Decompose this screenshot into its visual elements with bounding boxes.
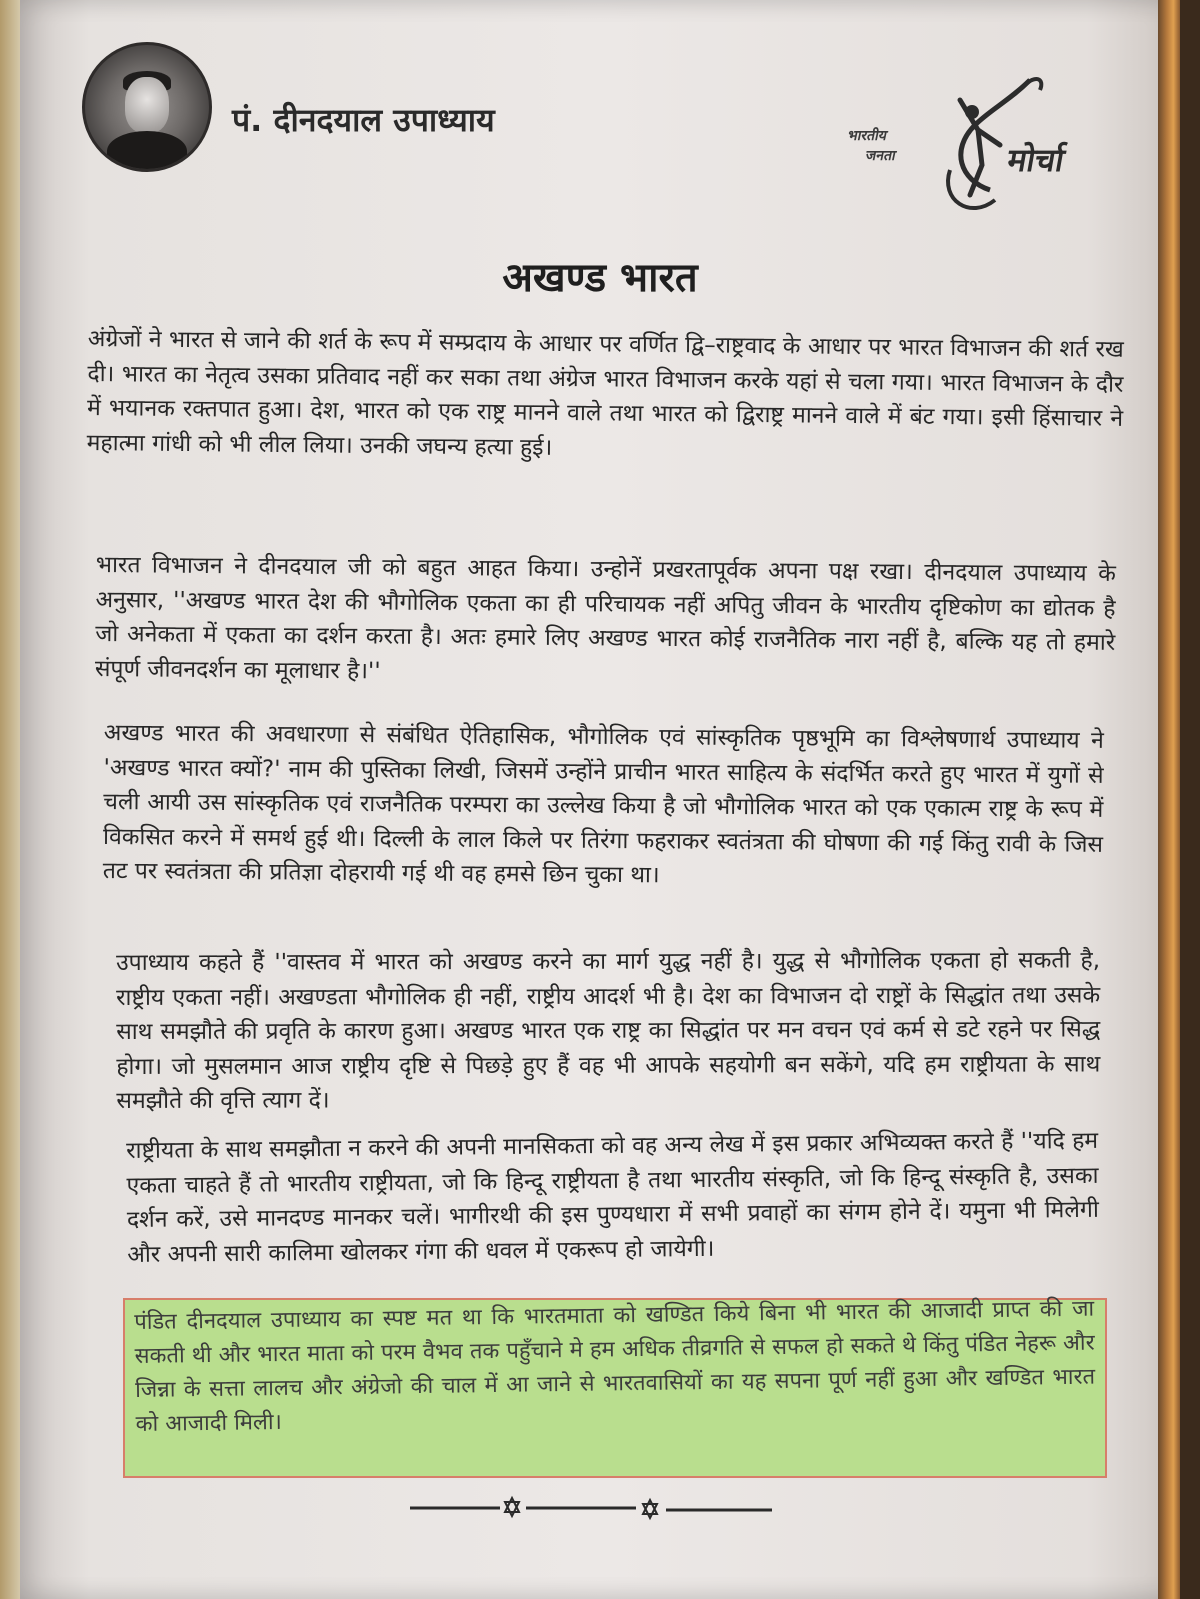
divider-ornament-icon <box>400 1486 780 1526</box>
logo-word: मोर्चा <box>1004 141 1068 179</box>
author-name: पं. दीनदयाल उपाध्याय <box>232 101 495 139</box>
portrait-seal-icon <box>82 42 212 172</box>
book-spine <box>0 0 22 1599</box>
logo-text-line1: भारतीय <box>846 128 889 144</box>
paragraph-2: भारत विभाजन ने दीनदयाल जी को बहुत आहत किया। उन्होनें प्रखरतापूर्वक अपना पक्ष रखा। दीनदयाल उपाध्याय के अनुसार, ''अखण्ड भारत देश की भौगोलिक एकता का ही परिचायक नहीं अपितु जीवन के भारतीय दृष्टिकोण का द्योतक है जो अनेकता में एकता का दर्शन करता है। अतः हमारे लिए अखण्ड भारत कोई राजनैतिक नारा नहीं है, बल्कि यह तो हमारे संपूर्ण जीवनदर्शन का मूलाधार है।'' <box>94 551 1116 684</box>
highlight-text: पंडित दीनदयाल उपाध्याय का स्पष्ट मत था कि भारतमाता को खण्डित किये बिना भी भारत की आजादी प्राप्त की जा सकती थी और भारत माता को परम वैभव तक पहुँचाने मे हम अधिक तीव्रगति से सफल हो सकते थे किंतु पंडित नेहरू और जिन्ना के सत्ता लालच और अंग्रेजो की चाल में आ जाने से भारतवासियों का यह सपना पूर्ण नहीं हुआ और खण्डित भारत को आजादी मिली। <box>134 1296 1096 1437</box>
paragraph-3: अखण्ड भारत की अवधारणा से संबंधित ऐतिहासिक, भौगोलिक एवं सांस्कृतिक पृष्ठभूमि का विश्लेषणार्थ उपाध्याय ने 'अखण्ड भारत क्यों?' नाम की पुस्तिका लिखी, जिसमें उन्होंने प्राचीन भारत साहित्य के संदर्भित करते हुए भारत में युगों से चली आयी उस सांस्कृतिक एवं राजनैतिक परम्परा का उल्लेख किया है जो भौगोलिक भारत को एक एकात्म राष्ट्र के रूप में विकसित करने में समर्थ हुई थी। दिल्ली के लाल किले पर तिरंगा फहराकर स्वतंत्रता की घोषणा की गई किंतु रावी के जिस तट पर स्वतंत्रता की प्रतिज्ञा दोहरायी गई थी वह हमसे छिन चुका था। <box>102 719 1104 889</box>
page-title: अखण्ड भारत <box>502 255 698 301</box>
yuva-morcha-logo <box>840 70 1140 220</box>
paragraph-1: अंग्रेजों ने भारत से जाने की शर्त के रूप में सम्प्रदाय के आधार पर वर्णित द्वि–राष्ट्रवाद के आधार पर भारत विभाजन की शर्त रख दी। भारत का नेतृत्व उसका प्रतिवाद नहीं कर सका तथा अंग्रेज भारत विभाजन करके यहां से चला गया। भारत विभाजन के दौर में भयानक रक्तपात हुआ। देश, भारत को एक राष्ट्र मानने वाले तथा भारत को द्विराष्ट्र मानने वाले में बंट गया। इसी हिंसाचार ने महात्मा गांधी को भी लील लिया। उनकी जघन्य हत्या हुई। <box>86 325 1124 461</box>
paragraph-5: राष्ट्रीयता के साथ समझौता न करने की अपनी मानसिकता को वह अन्य लेख में इस प्रकार अभिव्यक्त करते हैं ''यदि हम एकता चाहते हैं तो भारतीय राष्ट्रीयता, जो कि हिन्दू राष्ट्रीयता है तथा भारतीय संस्कृति, जो कि हिन्दू संस्कृति है, उसका दर्शन करें, उसे मानदण्ड मानकर चलें। भागीरथी की इस पुण्यधारा में सभी प्रवाहों का संगम होने दें। यमुना भी मिलेगी और अपनी सारी कालिमा खोलकर गंगा की धवल में एकरूप हो जायेगी। <box>126 1127 1099 1268</box>
logo-text-line2: जनता <box>864 148 898 164</box>
paragraph-4: उपाध्याय कहते हैं ''वास्तव में भारत को अखण्ड करने का मार्ग युद्ध नहीं है। युद्ध से भौगोलिक एकता हो सकती है, राष्ट्रीय एकता नहीं। अखण्डता भौगोलिक ही नहीं, राष्ट्रीय आदर्श भी है। देश का विभाजन दो राष्ट्रों के सिद्धांत तथा उसके साथ समझौते की प्रवृति के कारण हुआ। अखण्ड भारत एक राष्ट्र का सिद्धांत पर मन वचन एवं कर्म से डटे रहने पर सिद्ध होगा। जो मुसलमान आज राष्ट्रीय दृष्टि से पिछड़े हुए हैं वह भी आपके सहयोगी बन सकेंगे, यदि हम राष्ट्रीयता के साथ समझौते की वृत्ति त्याग दें। <box>116 947 1101 1114</box>
page-edge <box>1158 0 1180 1599</box>
